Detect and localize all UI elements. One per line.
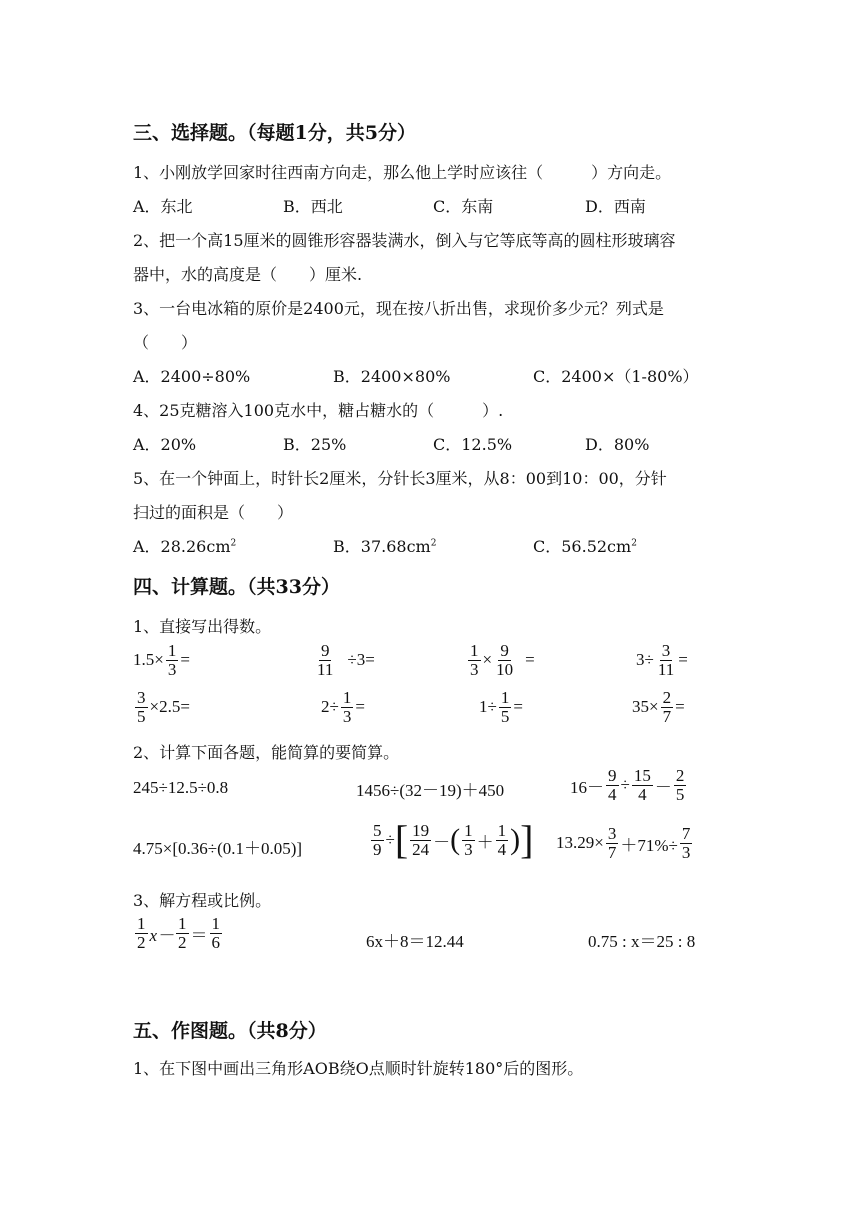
q4-option-c: C．12.5% <box>433 435 513 454</box>
q3-line2: （ ） <box>133 333 198 352</box>
p2-item-e: $\frac{5}{9}$ ÷ [ $\frac{19}{24}$ － ( $\frac{1}{3}$ ＋ $\frac{1}{4}$ ) ] <box>373 817 534 862</box>
q5-line2: 扫过的面积是（ ） <box>133 503 294 522</box>
p2-item-b: 1456÷(32－19)＋450 <box>356 781 505 800</box>
sec5-q1-text: 1、在下图中画出三角形AOB绕O点顺时针旋转180°后的图形。 <box>133 1059 584 1078</box>
q2-line1: 2、把一个高15厘米的圆锥形容器装满水，倒入与它等底等高的圆柱形玻璃容 <box>133 231 676 250</box>
p3-item-b: 6x＋8＝12.44 <box>366 932 464 951</box>
q5-option-b: B．$37.68cm^2$ <box>333 537 437 556</box>
p2-item-f: 13.29× $\frac{3}{7}$ ＋71%÷ $\frac{7}{3}$ <box>556 824 691 862</box>
q5-option-c: C．$56.52cm^2$ <box>533 537 637 556</box>
p2-label: 2、计算下面各题，能简算的要简算。 <box>133 743 400 762</box>
p1-label: 1、直接写出得数。 <box>133 617 272 636</box>
q1-option-c: C．东南 <box>433 197 494 216</box>
q3-option-a: A．2400÷80% <box>133 367 251 386</box>
q5-line1: 5、在一个钟面上，时针长2厘米，分针长3厘米，从8：00到10：00，分针 <box>133 469 667 488</box>
p1-item-h: 35× $\frac{2}{7}$ = <box>632 688 685 726</box>
p3-label: 3、解方程或比例。 <box>133 891 272 910</box>
p2-item-c: 16－ $\frac{9}{4}$ ÷ $\frac{15}{4}$ － $\frac{2}{5}$ <box>570 766 685 804</box>
p3-item-a: $\frac{1}{2}$ x－ $\frac{1}{2}$ ＝ $\frac{1}{6}$ <box>137 914 221 952</box>
q3-line1: 3、一台电冰箱的原价是2400元，现在按八折出售，求现价多少元？列式是 <box>133 299 664 318</box>
p1-item-e: $\frac{3}{5}$ ×2.5= <box>137 688 190 726</box>
p1-item-b: $\frac{9}{11}$ ÷3= <box>317 641 375 679</box>
p3-item-c: 0.75 : x＝25 : 8 <box>588 932 696 951</box>
q5-option-a: A．$28.26cm^2$ <box>133 537 237 556</box>
q4-option-d: D．80% <box>585 435 650 454</box>
q3-option-b: B．2400×80% <box>333 367 451 386</box>
q1-option-a: A．东北 <box>133 197 193 216</box>
section-5-title: 五、作图题。（共8分） <box>133 1020 327 1042</box>
p1-item-c: $\frac{1}{3}$ × $\frac{9}{10}$ = <box>470 641 535 679</box>
q4-option-a: A．20% <box>133 435 197 454</box>
p2-item-a: 245÷12.5÷0.8 <box>133 778 229 797</box>
q2-line2: 器中，水的高度是（ ）厘米. <box>133 265 363 284</box>
p2-item-d: 4.75×[0.36÷(0.1＋0.05)] <box>133 839 303 858</box>
q1-text: 1、小刚放学回家时往西南方向走，那么他上学时应该往（ ）方向走。 <box>133 163 672 182</box>
section-3-title: 三、选择题。（每题1分，共5分） <box>133 122 416 144</box>
p1-item-d: 3÷ $\frac{3}{11}$ = <box>636 641 688 679</box>
p1-item-f: 2÷ $\frac{1}{3}$ = <box>321 688 365 726</box>
q3-option-c: C．2400×（1-80%） <box>533 367 699 386</box>
q4-text: 4、25克糖溶入100克水中，糖占糖水的（ ）. <box>133 401 504 420</box>
q1-option-d: D．西南 <box>585 197 646 216</box>
p1-item-a: 1.5× $\frac{1}{3}$ = <box>133 641 190 679</box>
q1-option-b: B．西北 <box>283 197 343 216</box>
q4-option-b: B．25% <box>283 435 347 454</box>
p1-item-g: 1÷ $\frac{1}{5}$ = <box>479 688 523 726</box>
section-4-title: 四、计算题。（共33分） <box>133 576 340 598</box>
